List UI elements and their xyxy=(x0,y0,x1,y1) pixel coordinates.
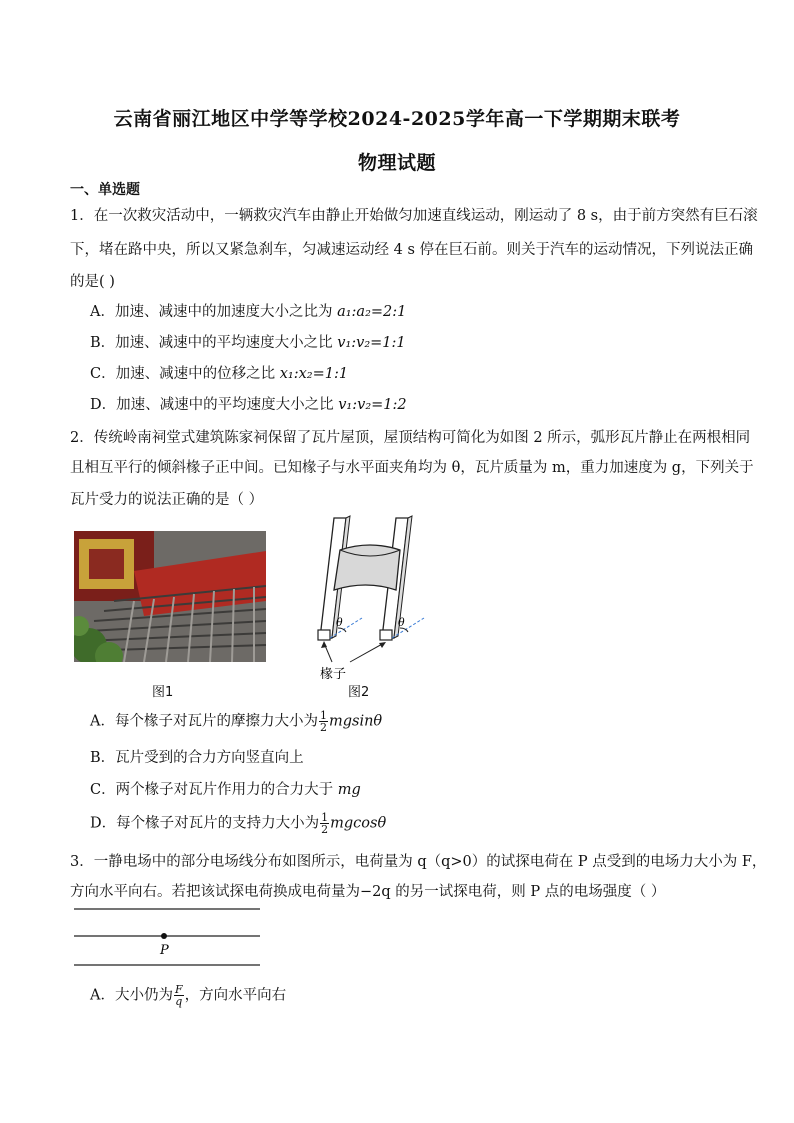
q1-option-a[interactable] xyxy=(90,302,750,322)
q1-option-a-text: A．加速、减速中的加速度大小之比为 xyxy=(90,304,338,320)
q1-option-b[interactable] xyxy=(90,333,750,353)
q2-option-c-text: C．两个椽子对瓦片作用力的合力大于 xyxy=(90,782,338,798)
rafter-label: 椽子 xyxy=(320,667,347,682)
half-fraction: $\frac{1}{2}$ xyxy=(319,709,327,734)
point-p-label: P xyxy=(160,943,169,958)
q3-option-a-tail: ，方向水平向右 xyxy=(184,987,287,1004)
q1-option-d[interactable] xyxy=(90,395,750,415)
q1-stem-line3: 的是( ) xyxy=(70,274,115,290)
figure1-caption: 图1 xyxy=(152,685,174,700)
q1-option-d-text: D．加速、减速中的平均速度大小之比 xyxy=(90,397,339,413)
half-fraction: $\frac{1}{2}$ xyxy=(321,811,329,836)
q1-option-d-math: v₁:v₂=1:2 xyxy=(338,397,407,413)
q3-option-a-text: A．大小仍为 xyxy=(90,987,173,1004)
rafters-diagram xyxy=(300,510,430,685)
field-lines-diagram xyxy=(72,903,262,971)
q2-option-c-math: mg xyxy=(337,782,361,798)
q1-option-c-math: x₁:x₂=1:1 xyxy=(279,366,349,382)
q3-stem-line1: 3．一静电场中的部分电场线分布如图所示，电荷量为 q（q>0）的试探电荷在 P 点受到的电场力大小为 F， xyxy=(70,854,767,870)
figure2-caption: 图2 xyxy=(348,685,370,700)
q1-option-a-math: a₁:a₂=2:1 xyxy=(337,304,407,320)
q1-option-c-text: C．加速、减速中的位移之比 xyxy=(90,366,280,382)
q2-option-a[interactable] xyxy=(90,710,750,733)
q1-stem-line2: 下，堵在路中央，所以又紧急刹车，匀减速运动经 4 s 停在巨石前。则关于汽车的运动情况，下列说法正确 xyxy=(70,242,753,258)
q1-option-b-text: B．加速、减速中的平均速度大小之比 xyxy=(90,335,338,351)
q2-stem-line3: 瓦片受力的说法正确的是（ ） xyxy=(70,492,264,508)
section-heading: 一、单选题 xyxy=(70,182,140,198)
q2-option-b[interactable]: B．瓦片受到的合力方向竖直向上 xyxy=(90,750,304,766)
q2-option-d-math: mgcosθ xyxy=(330,815,387,832)
q2-option-d[interactable] xyxy=(90,812,750,835)
q1-option-c[interactable] xyxy=(90,364,750,384)
exam-subtitle: 物理试题 xyxy=(357,152,436,174)
theta-right: θ xyxy=(398,616,405,629)
exam-title: 云南省丽江地区中学等学校2024-2025学年高一下学期期末联考 xyxy=(113,108,681,130)
q1-option-b-math: v₁:v₂=1:1 xyxy=(337,335,406,351)
q2-option-d-text: D．每个椽子对瓦片的支持力大小为 xyxy=(90,815,320,832)
roof-photo xyxy=(74,531,266,662)
q2-stem-line1: 2．传统岭南祠堂式建筑陈家祠保留了瓦片屋顶，屋顶结构可简化为如图 2 所示，弧形瓦片静止在两根相同 xyxy=(70,430,751,446)
q3-option-a[interactable] xyxy=(90,984,750,1007)
q2-option-c[interactable] xyxy=(90,780,750,800)
f-over-q-fraction: $\frac{F}{q}$ xyxy=(174,983,183,1008)
q2-option-a-math: mgsinθ xyxy=(328,713,383,730)
theta-left: θ xyxy=(336,616,343,629)
q2-stem-line2: 且相互平行的倾斜椽子正中间。已知椽子与水平面夹角均为 θ，瓦片质量为 m，重力加速度为 g，下列关于 xyxy=(70,460,754,476)
q3-stem-line2: 方向水平向右。若把该试探电荷换成电荷量为−2q 的另一试探电荷，则 P 点的电场强度（ ） xyxy=(70,884,666,900)
q2-option-a-text: A．每个椽子对瓦片的摩擦力大小为 xyxy=(90,713,318,730)
q1-stem-line1: 1．在一次救灾活动中，一辆救灾汽车由静止开始做匀加速直线运动，刚运动了 8 s，由于前方突然有巨石滚 xyxy=(70,208,758,224)
